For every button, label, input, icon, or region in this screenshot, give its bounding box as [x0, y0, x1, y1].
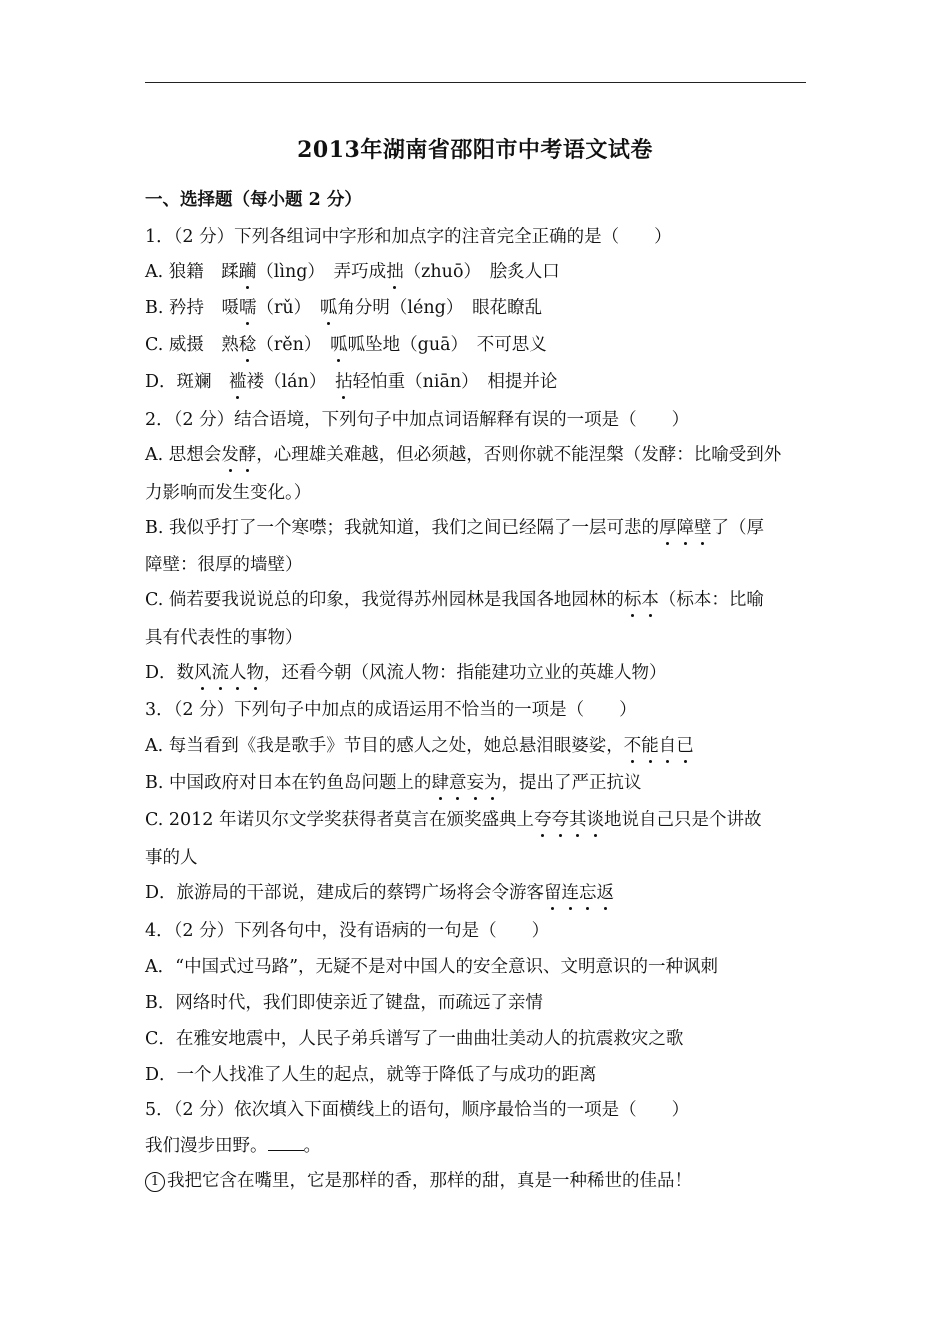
emphasis-dot-char: 褴 — [229, 372, 247, 392]
emphasis-dot-char: 自 — [658, 736, 677, 756]
question-1-option-d: D．斑斓 褴褛（lán） 拈轻怕重（niān） 相提并论 — [145, 372, 558, 392]
emphasis-dot-char: 返 — [596, 883, 615, 903]
question-4-stem: 4．（2 分）下列各句中，没有语病的一句是（ ） — [145, 921, 550, 941]
question-2-option-b-cont: 障壁：很厚的墙壁） — [145, 555, 303, 575]
emphasis-dot-char: 障 — [676, 518, 694, 538]
emphasis-dot-char: 人 — [229, 663, 247, 683]
emphasis-dot-char: 发 — [221, 445, 239, 465]
question-2-option-d: D．数风流人物，还看今朝（风流人物：指能建功立业的英雄人物） — [145, 663, 667, 683]
emphasis-dot-char: 能 — [641, 736, 659, 756]
question-5-stem: 5．（2 分）依次填入下面横线上的语句，顺序最恰当的一项是（ ） — [145, 1100, 690, 1120]
emphasis-dot-char: 本 — [641, 590, 659, 610]
emphasis-dot-char: 意 — [449, 773, 467, 793]
emphasis-dot-char: 呱 — [319, 298, 338, 318]
emphasis-dot-char: 稔 — [238, 335, 257, 355]
question-2-stem: 2．（2 分）结合语境，下列句子中加点词语解释有误的一项是（ ） — [145, 410, 690, 430]
item-number-circle: 1 — [145, 1172, 165, 1192]
question-4-option-c: C．在雅安地震中，人民子弟兵谱写了一曲曲壮美动人的抗震救灾之歌 — [145, 1029, 684, 1049]
emphasis-dot-char: 嚅 — [239, 298, 257, 318]
emphasis-dot-char: 夸 — [551, 810, 569, 830]
question-3-option-a: A. 每当看到《我是歌手》节目的感人之处，她总悬泪眼婆娑，不能自已 — [145, 736, 694, 756]
header-rule — [145, 82, 806, 83]
emphasis-dot-char: 躏 — [238, 262, 257, 282]
emphasis-dot-char: 谈 — [586, 810, 604, 830]
question-3-option-b: B. 中国政府对日本在钓鱼岛问题上的肆意妄为，提出了严正抗议 — [145, 773, 642, 793]
question-4-option-d: D．一个人找准了人生的起点，就等于降低了与成功的距离 — [145, 1065, 597, 1085]
question-4-option-b: B．网络时代，我们即使亲近了键盘，而疏远了亲情 — [145, 993, 543, 1013]
emphasis-dot-char: 妄 — [466, 773, 484, 793]
question-2-option-a-cont: 力影响而发生变化。） — [145, 483, 312, 503]
emphasis-dot-char: 肆 — [431, 773, 449, 793]
question-2-option-c: C. 倘若要我说说总的印象，我觉得苏州园林是我国各地园林的标本（标本：比喻 — [145, 590, 764, 610]
question-2-option-a: A. 思想会发酵，心理雄关难越，但必须越，否则你就不能涅槃（发酵：比喻受到外 — [145, 445, 782, 465]
question-2-option-c-cont: 具有代表性的事物） — [145, 628, 303, 648]
question-4-option-a: A．“中国式过马路”，无疑不是对中国人的安全意识、文明意识的一种讽刺 — [145, 957, 719, 977]
emphasis-dot-char: 留 — [544, 883, 562, 903]
emphasis-dot-char: 流 — [211, 663, 230, 683]
emphasis-dot-char: 风 — [194, 663, 212, 683]
fill-blank-line — [268, 1134, 304, 1151]
emphasis-dot-char: 其 — [569, 810, 587, 830]
question-5-intro: 我们漫步田野。 。 — [145, 1136, 321, 1156]
emphasis-dot-char: 连 — [561, 883, 580, 903]
question-1-option-a: A. 狼籍 蹂躏（lìng） 弄巧成拙（zhuō） 脍炙人口 — [145, 262, 560, 282]
emphasis-dot-char: 夸 — [534, 810, 552, 830]
emphasis-dot-char: 拙 — [386, 262, 404, 282]
emphasis-dot-char: 厚 — [658, 518, 677, 538]
question-3-option-c-cont: 事的人 — [145, 848, 198, 868]
question-3-option-d: D．旅游局的干部说，建成后的蔡锷广场将会令游客留连忘返 — [145, 883, 615, 903]
question-5-item-1: 1 我把它含在嘴里，它是那样的香，那样的甜，真是一种稀世的佳品！ — [145, 1169, 809, 1193]
emphasis-dot-char: 忘 — [579, 883, 597, 903]
question-3-stem: 3．（2 分）下列句子中加点的成语运用不恰当的一项是（ ） — [145, 700, 637, 720]
section-heading: 一、选择题（每小题 2 分） — [145, 190, 362, 210]
emphasis-dot-char: 呱 — [330, 335, 348, 355]
emphasis-dot-char: 已 — [676, 736, 694, 756]
emphasis-dot-char: 拈 — [335, 372, 353, 392]
emphasis-dot-char: 物 — [246, 663, 265, 683]
emphasis-dot-char: 标 — [623, 590, 642, 610]
page-title: 2013年湖南省邵阳市中考语文试卷 — [297, 137, 653, 163]
emphasis-dot-char: 酵 — [238, 445, 257, 465]
question-2-option-b: B. 我似乎打了一个寒噤；我就知道，我们之间已经隔了一层可悲的厚障壁了（厚 — [145, 518, 764, 538]
emphasis-dot-char: 壁 — [693, 518, 712, 538]
question-3-option-c: C. 2012 年诺贝尔文学奖获得者莫言在颁奖盛典上夸夸其谈地说自己只是个讲故 — [145, 810, 762, 830]
question-1-option-b: B. 矜持 嗫嚅（rǔ） 呱角分明（léng） 眼花瞭乱 — [145, 298, 543, 318]
question-1-option-c: C. 威摄 熟稔（rěn） 呱呱坠地（guā） 不可思义 — [145, 335, 547, 355]
question-1-stem: 1．（2 分）下列各组词中字形和加点字的注音完全正确的是（ ） — [145, 227, 672, 247]
emphasis-dot-char: 不 — [623, 736, 642, 756]
emphasis-dot-char: 为 — [484, 773, 502, 793]
